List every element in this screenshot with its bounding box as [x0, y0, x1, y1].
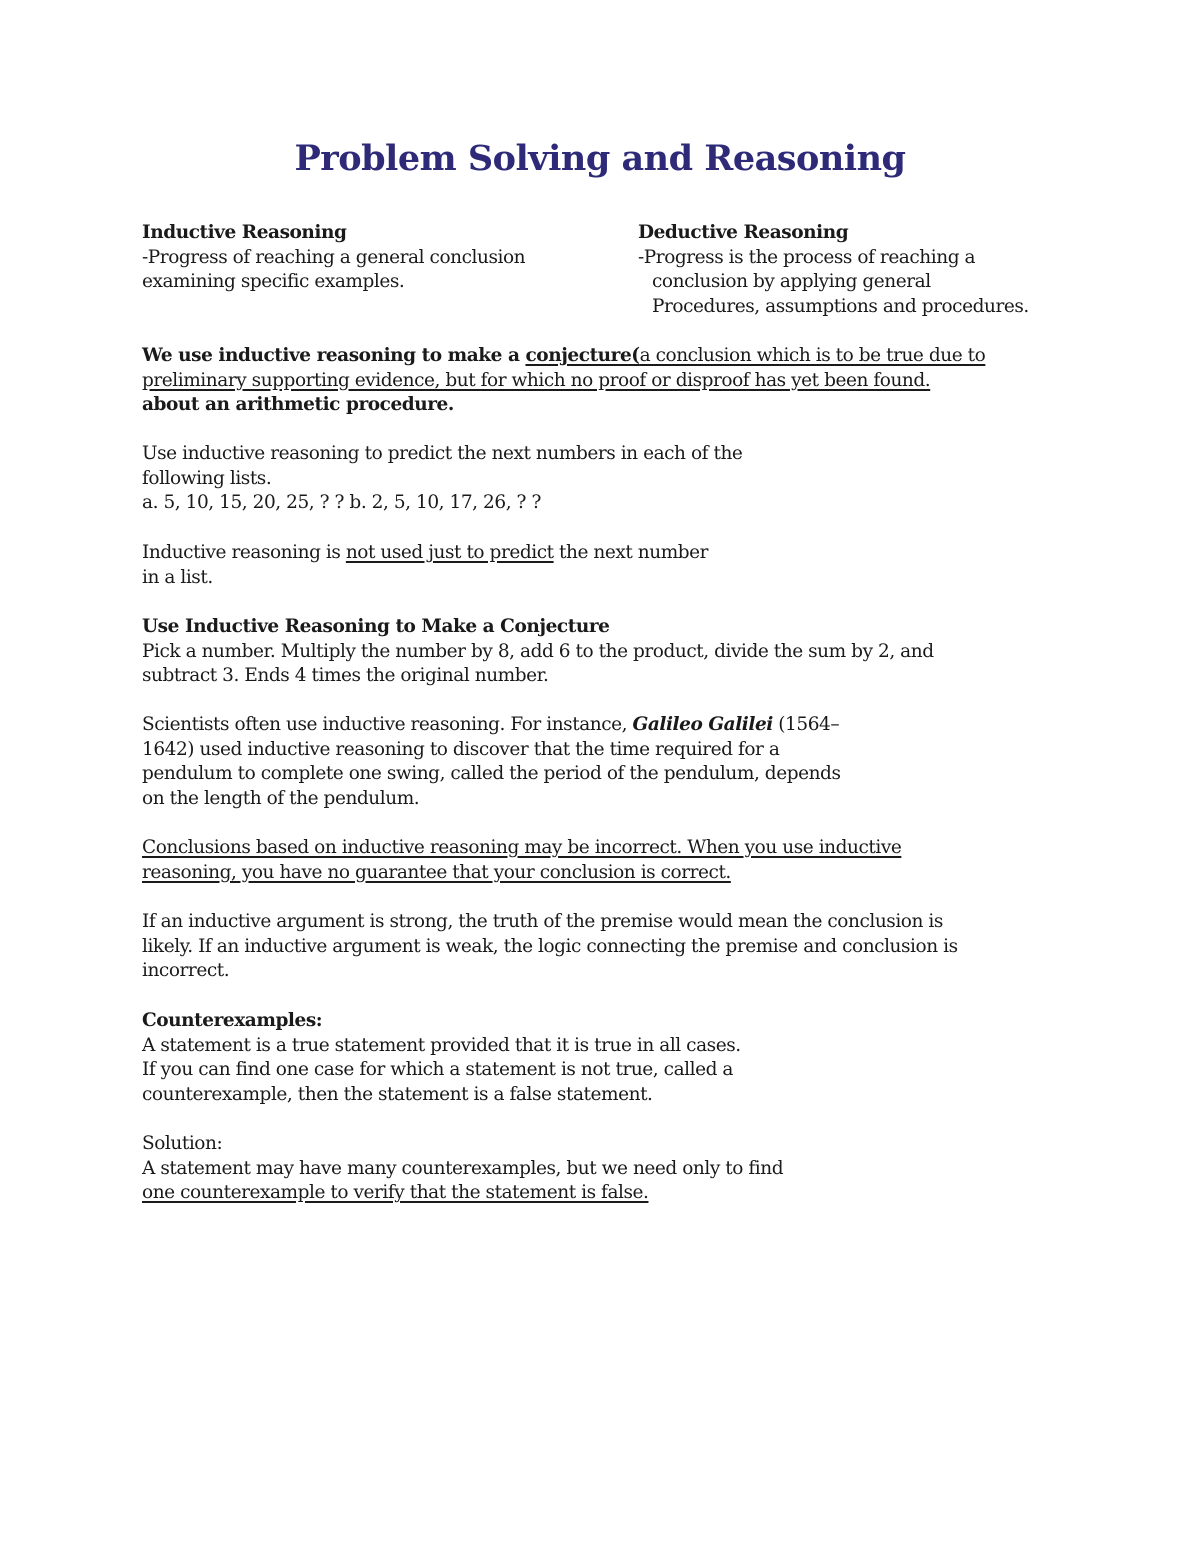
conjecture-definition: preliminary supporting evidence, but for which no proof or disproof has yet been found.	[142, 369, 931, 391]
deductive-line: -Progress is the process of reaching a	[638, 246, 976, 268]
scientists-paragraph	[142, 713, 841, 811]
counterexamples-heading: Counterexamples:	[142, 1010, 323, 1031]
incorrect-line: Conclusions based on inductive reasoning may be incorrect. When you use inductive	[142, 837, 902, 858]
counterexamples-section	[142, 1009, 741, 1107]
counterexamples-line: counterexample, then the statement is a false statement.	[142, 1083, 653, 1105]
page-title: Problem Solving and Reasoning	[294, 138, 906, 179]
scientists-pre: Scientists often use inductive reasoning. For instance,	[142, 714, 633, 735]
not-used-emphasis: not used just to predict	[345, 542, 554, 563]
not-used-line: in a list.	[142, 566, 213, 588]
scientist-name: Galileo Galilei	[632, 714, 773, 735]
strong-line: likely. If an inductive argument is weak, the logic connecting the premise and conclusion is	[142, 935, 958, 957]
make-conjecture-line: Pick a number. Multiply the number by 8, add 6 to the product, divide the sum by 2, and	[142, 640, 934, 662]
conjecture-paragraph	[142, 344, 985, 418]
make-conjecture-section	[142, 615, 934, 689]
scientists-line: 1642) used inductive reasoning to discover that the time required for a	[142, 738, 780, 760]
scientists-post: (1564–	[772, 714, 840, 735]
deductive-heading: Deductive Reasoning	[638, 222, 849, 243]
conjecture-term: conjecture(	[525, 345, 640, 366]
deductive-line: conclusion by applying general	[652, 271, 931, 293]
predict-line: following lists.	[142, 467, 272, 489]
not-used-paragraph	[142, 541, 708, 590]
solution-section	[142, 1132, 783, 1206]
predict-lists: a. 5, 10, 15, 20, 25, ? ? b. 2, 5, 10, 17, 26, ? ?	[142, 492, 541, 514]
make-conjecture-line: subtract 3. Ends 4 times the original number.	[142, 665, 549, 687]
inductive-line: -Progress of reaching a general conclusion	[142, 246, 526, 268]
strong-paragraph	[142, 910, 958, 984]
inductive-heading: Inductive Reasoning	[142, 222, 347, 243]
counterexamples-line: A statement is a true statement provided that it is true in all cases.	[142, 1034, 741, 1056]
solution-line: one counterexample to verify that the statement is false.	[142, 1182, 649, 1204]
conjecture-tail: about an arithmetic procedure.	[142, 394, 454, 416]
incorrect-paragraph	[142, 836, 901, 885]
solution-line: A statement may have many counterexamples, but we need only to find	[142, 1157, 784, 1179]
predict-paragraph	[142, 442, 742, 516]
make-conjecture-heading: Use Inductive Reasoning to Make a Conjecture	[142, 616, 610, 637]
not-used-pre: Inductive reasoning is	[142, 542, 346, 563]
inductive-line: examining specific examples.	[142, 271, 405, 293]
predict-line: Use inductive reasoning to predict the next numbers in each of the	[142, 443, 743, 464]
deductive-block	[638, 221, 1029, 319]
counterexamples-line: If you can find one case for which a statement is not true, called a	[142, 1059, 733, 1081]
incorrect-line: reasoning, you have no guarantee that your conclusion is correct.	[142, 861, 731, 883]
scientists-line: pendulum to complete one swing, called the period of the pendulum, depends	[142, 763, 841, 785]
strong-line: incorrect.	[142, 960, 230, 982]
deductive-line: Procedures, assumptions and procedures.	[652, 295, 1029, 317]
solution-heading: Solution:	[142, 1133, 223, 1154]
strong-line: If an inductive argument is strong, the truth of the premise would mean the conclusion is	[142, 911, 943, 932]
conjecture-lead: We use inductive reasoning to make a	[142, 345, 526, 366]
inductive-block	[142, 221, 525, 295]
scientists-line: on the length of the pendulum.	[142, 787, 420, 809]
not-used-post: the next number	[553, 542, 709, 563]
conjecture-definition: a conclusion which is to be true due to	[639, 345, 986, 366]
